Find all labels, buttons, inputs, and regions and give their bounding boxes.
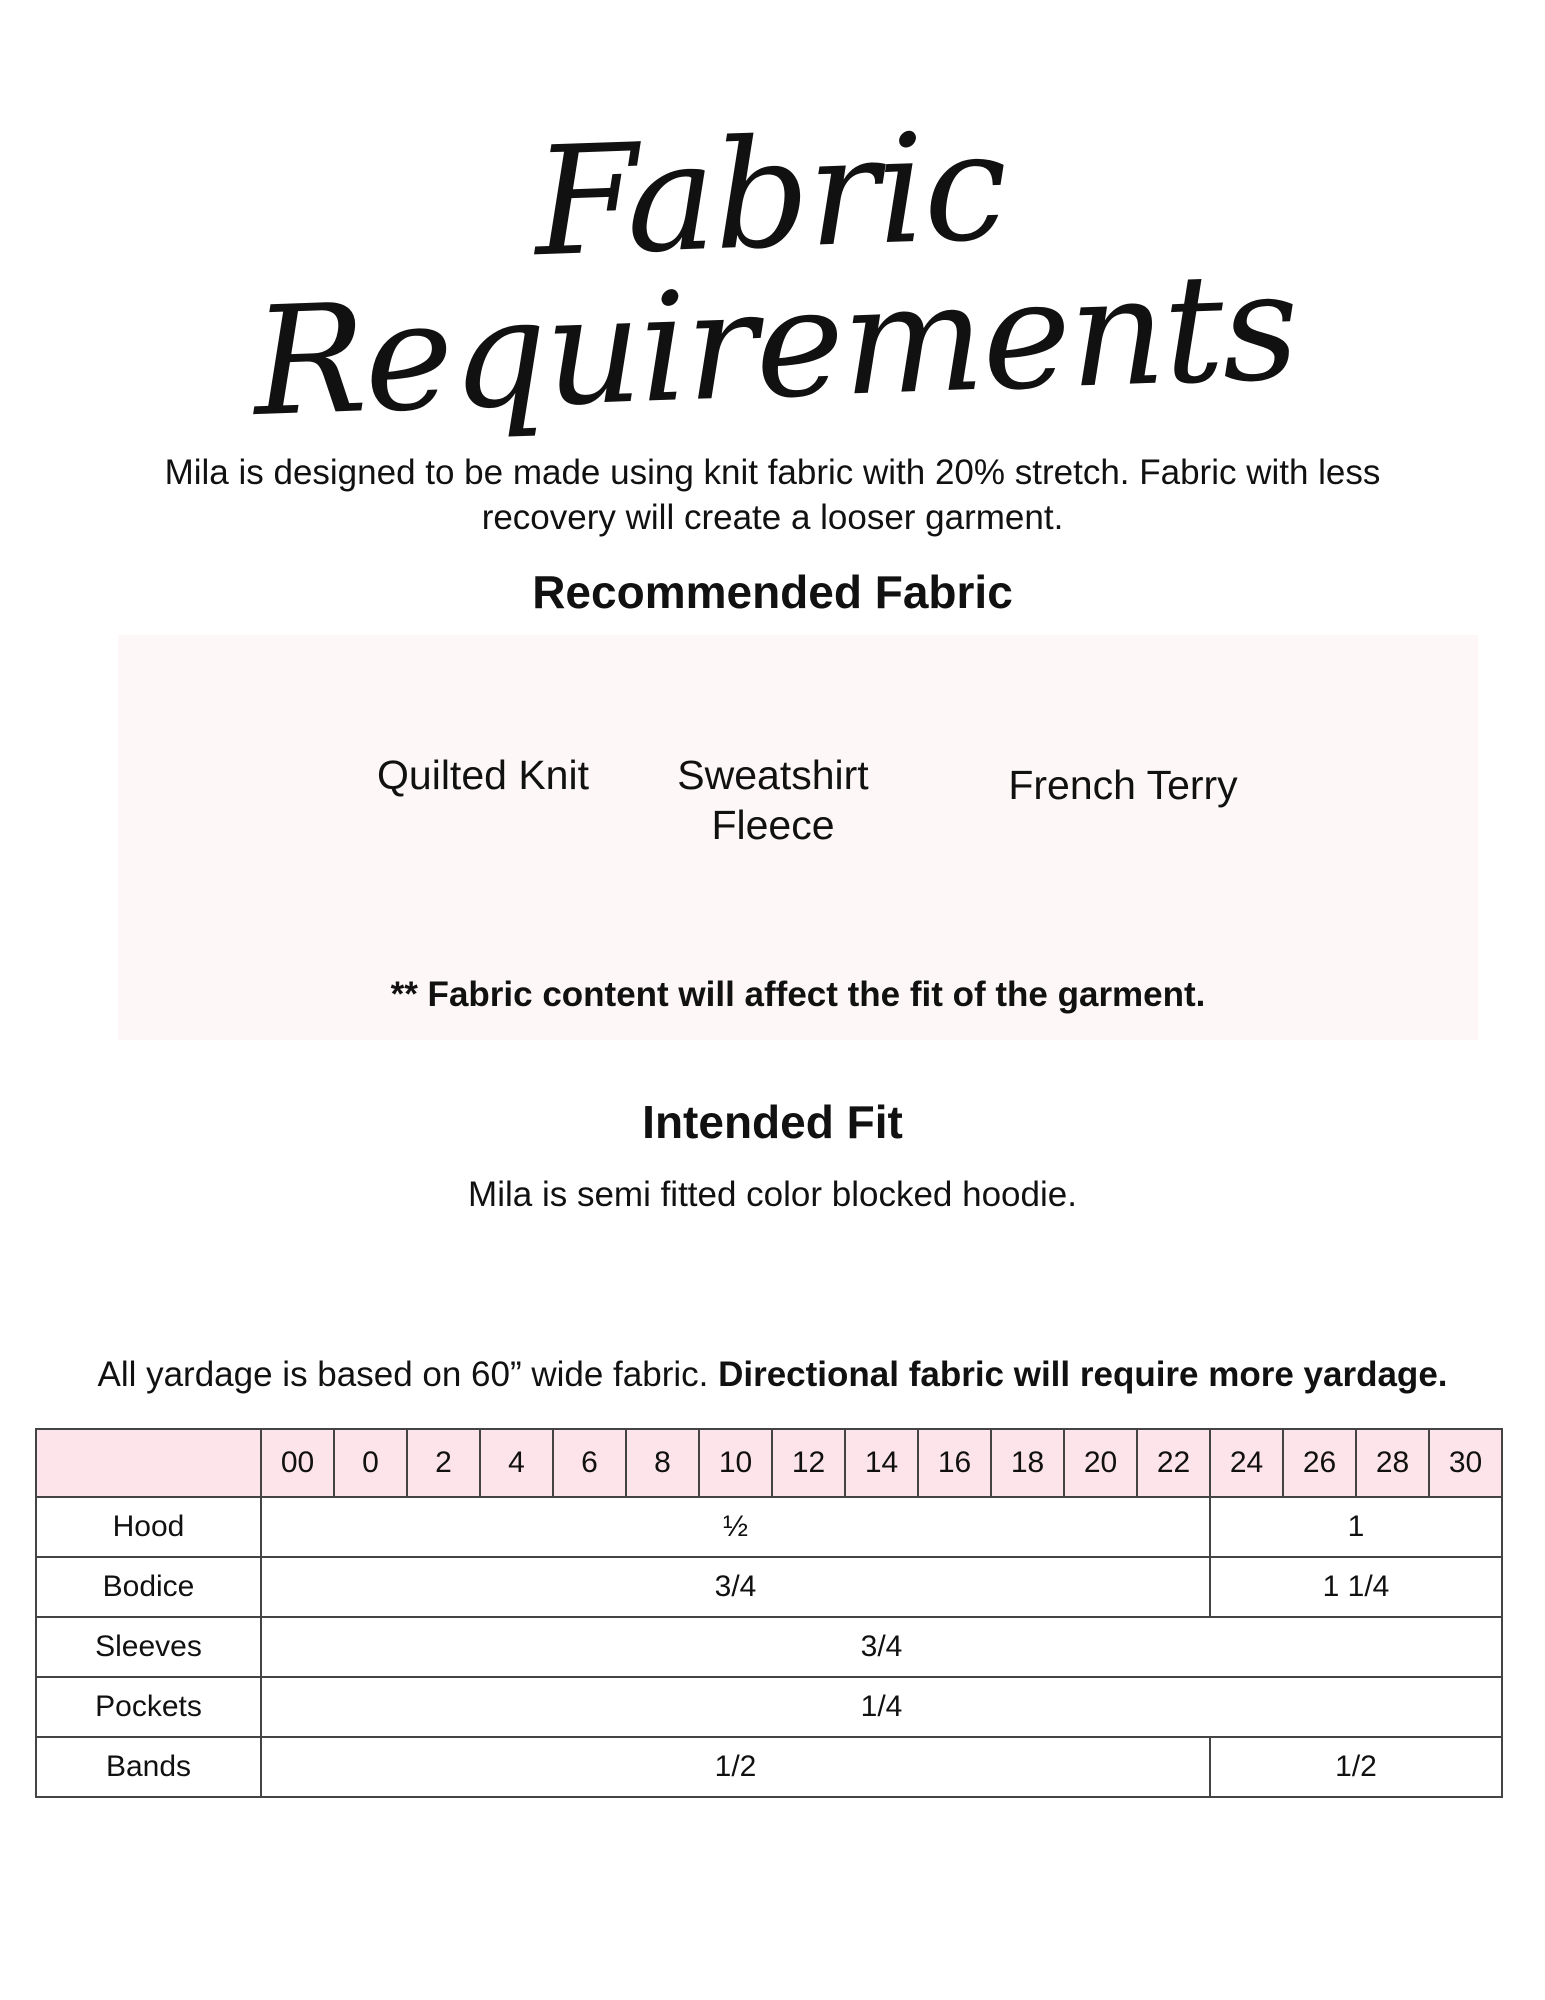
size-header-cell: 6	[553, 1429, 626, 1497]
size-header-cell: 10	[699, 1429, 772, 1497]
size-header-cell: 16	[918, 1429, 991, 1497]
size-header-cell: 28	[1356, 1429, 1429, 1497]
fabric-sweatshirt-fleece: Sweatshirt Fleece	[677, 752, 869, 848]
intended-fit-text: Mila is semi fitted color blocked hoodie.	[468, 1175, 1077, 1214]
yardage-cell: 3/4	[261, 1557, 1210, 1617]
row-label-bands: Bands	[36, 1737, 261, 1797]
intended-fit-heading: Intended Fit	[642, 1096, 903, 1148]
page-title: Fabric Requirements	[250, 99, 1300, 451]
fabric-french-terry: French Terry	[1008, 762, 1238, 808]
size-header-cell: 12	[772, 1429, 845, 1497]
yardage-cell: 3/4	[261, 1617, 1502, 1677]
yardage-note	[0, 1355, 1545, 1395]
yardage-cell: ½	[261, 1497, 1210, 1557]
size-header-cell: 0	[334, 1429, 407, 1497]
size-header-row	[36, 1429, 1502, 1497]
yardage-cell: 1/2	[261, 1737, 1210, 1797]
size-header-cell: 4	[480, 1429, 553, 1497]
table-row-bands	[36, 1737, 1502, 1797]
size-header-cell: 20	[1064, 1429, 1137, 1497]
table-row-sleeves	[36, 1617, 1502, 1677]
size-header-cell: 8	[626, 1429, 699, 1497]
intro-text: Mila is designed to be made using knit fabric with 20% stretch. Fabric with less recovery will create a looser garment.	[164, 453, 1381, 537]
row-label-hood: Hood	[36, 1497, 261, 1557]
table-row-hood	[36, 1497, 1502, 1557]
size-header-cell: 14	[845, 1429, 918, 1497]
recommended-fabric-panel	[118, 635, 1478, 1040]
yardage-cell: 1	[1210, 1497, 1502, 1557]
size-header-cell: 22	[1137, 1429, 1210, 1497]
yardage-note-bold: Directional fabric will require more yardage.	[718, 1355, 1448, 1394]
row-label-bodice: Bodice	[36, 1557, 261, 1617]
size-header-cell: 24	[1210, 1429, 1283, 1497]
size-header-cell: 18	[991, 1429, 1064, 1497]
table-row-bodice	[36, 1557, 1502, 1617]
fabric-content-note: ** Fabric content will affect the fit of the garment.	[390, 975, 1206, 1014]
row-label-pockets: Pockets	[36, 1677, 261, 1737]
size-header-cell: 26	[1283, 1429, 1356, 1497]
size-header-cell: 30	[1429, 1429, 1502, 1497]
yardage-cell: 1 1/4	[1210, 1557, 1502, 1617]
yardage-table	[35, 1428, 1503, 1798]
row-label-sleeves: Sleeves	[36, 1617, 261, 1677]
yardage-note-plain: All yardage is based on 60” wide fabric.	[97, 1355, 719, 1394]
size-header-cell: 2	[407, 1429, 480, 1497]
table-row-pockets	[36, 1677, 1502, 1737]
yardage-cell: 1/4	[261, 1677, 1502, 1737]
size-header-cell: 00	[261, 1429, 334, 1497]
recommended-fabric-heading: Recommended Fabric	[532, 566, 1013, 618]
header-corner-cell	[36, 1429, 261, 1497]
fabric-quilted-knit: Quilted Knit	[377, 752, 589, 798]
yardage-cell: 1/2	[1210, 1737, 1502, 1797]
